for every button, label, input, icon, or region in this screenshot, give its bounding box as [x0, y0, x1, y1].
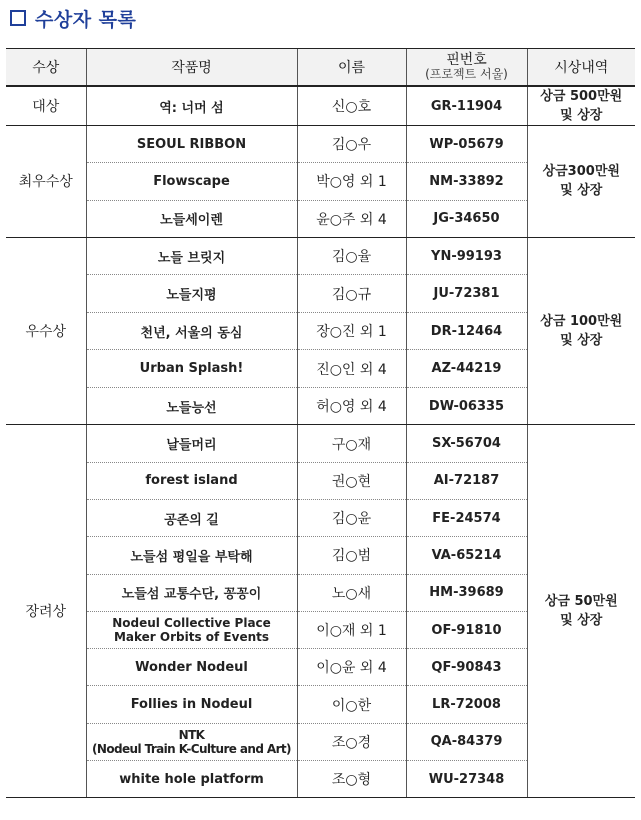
- prize-certificate: 및 상장: [560, 183, 603, 199]
- column-header-pin: [406, 49, 527, 87]
- prize-detail: [527, 425, 635, 798]
- page-title: 수상자 목록: [35, 8, 137, 31]
- column-header-pin-main: 핀번호: [446, 52, 487, 68]
- winner-name: 이○재 외 1: [297, 611, 406, 648]
- work-title: 노들섬 교통수단, 꽁꽁이: [86, 574, 297, 611]
- prize-detail: [527, 86, 635, 126]
- pin-number: LR-72008: [406, 686, 527, 723]
- pin-number: QA-84379: [406, 723, 527, 760]
- work-title-line1: Nodeul Collective Place: [112, 616, 271, 631]
- pin-number: JU-72381: [406, 275, 527, 313]
- winner-name: 박○영 외 1: [297, 163, 406, 200]
- pin-number: JG-34650: [406, 200, 527, 237]
- work-title: 노들능선: [86, 387, 297, 425]
- pin-number: NM-33892: [406, 163, 527, 200]
- winner-name: 신○호: [297, 86, 406, 126]
- table-row: [6, 237, 635, 275]
- prize-certificate: 및 상장: [560, 613, 603, 629]
- pin-number: DW-06335: [406, 387, 527, 425]
- winner-name: 김○윤: [297, 499, 406, 536]
- work-title: 노들 브릿지: [86, 237, 297, 275]
- pin-number: HM-39689: [406, 574, 527, 611]
- pin-number: VA-65214: [406, 537, 527, 574]
- award-category: 대상: [6, 86, 86, 126]
- work-title: Wonder Nodeul: [86, 649, 297, 686]
- pin-number: WU-27348: [406, 761, 527, 798]
- table-row: [6, 86, 635, 126]
- prize-detail: [527, 126, 635, 238]
- pin-number: OF-91810: [406, 611, 527, 648]
- winner-name: 허○영 외 4: [297, 387, 406, 425]
- work-title: [86, 723, 297, 760]
- winner-name: 구○재: [297, 425, 406, 462]
- work-title-line2: (Nodeul Train K-Culture and Art): [92, 741, 291, 756]
- pin-number: QF-90843: [406, 649, 527, 686]
- work-title: [86, 611, 297, 648]
- prize-certificate: 및 상장: [560, 108, 603, 123]
- winner-name: 조○경: [297, 723, 406, 760]
- work-title: 역: 너머 섬: [86, 86, 297, 126]
- table-header-row: [6, 49, 635, 87]
- column-header-award: 수상: [6, 49, 86, 87]
- winner-name: 진○인 외 4: [297, 350, 406, 388]
- work-title-line1: NTK: [178, 727, 205, 742]
- checkbox-square-icon: [10, 10, 26, 26]
- winner-name: 장○진 외 1: [297, 312, 406, 350]
- winner-name: 김○율: [297, 237, 406, 275]
- prize-amount: 상금300만원: [542, 164, 620, 180]
- awards-table: [6, 48, 635, 798]
- work-title: 노들섬 평일을 부탁해: [86, 537, 297, 574]
- column-header-pin-sub: (프로젝트 서울): [425, 67, 508, 81]
- prize-amount: 상금 50만원: [544, 594, 618, 610]
- work-title: 노들세이렌: [86, 200, 297, 237]
- work-title: forest island: [86, 462, 297, 499]
- winner-name: 권○현: [297, 462, 406, 499]
- pin-number: FE-24574: [406, 499, 527, 536]
- column-header-title: 작품명: [86, 49, 297, 87]
- pin-number: SX-56704: [406, 425, 527, 462]
- work-title: SEOUL RIBBON: [86, 126, 297, 163]
- table-body: [6, 86, 635, 798]
- work-title: Urban Splash!: [86, 350, 297, 388]
- work-title: 노들지평: [86, 275, 297, 313]
- award-category: 우수상: [6, 237, 86, 425]
- pin-number: YN-99193: [406, 237, 527, 275]
- winner-name: 조○형: [297, 761, 406, 798]
- column-header-name: 이름: [297, 49, 406, 87]
- pin-number: AI-72187: [406, 462, 527, 499]
- work-title: Follies in Nodeul: [86, 686, 297, 723]
- winner-name: 김○우: [297, 126, 406, 163]
- pin-number: AZ-44219: [406, 350, 527, 388]
- winner-name: 김○규: [297, 275, 406, 313]
- winner-name: 이○윤 외 4: [297, 649, 406, 686]
- pin-number: DR-12464: [406, 312, 527, 350]
- prize-detail: [527, 237, 635, 425]
- work-title: 천년, 서울의 동심: [86, 312, 297, 350]
- table-row: [6, 425, 635, 462]
- award-category: 최우수상: [6, 126, 86, 238]
- page-heading: [6, 4, 136, 32]
- winner-name: 이○한: [297, 686, 406, 723]
- prize-amount: 상금 100만원: [540, 314, 623, 330]
- prize-amount: 상금 500만원: [540, 89, 623, 104]
- winner-name: 노○새: [297, 574, 406, 611]
- work-title: 공존의 길: [86, 499, 297, 536]
- work-title: white hole platform: [86, 761, 297, 798]
- winner-name: 윤○주 외 4: [297, 200, 406, 237]
- column-header-prize: 시상내역: [527, 49, 635, 87]
- pin-number: GR-11904: [406, 86, 527, 126]
- prize-certificate: 및 상장: [560, 333, 603, 349]
- work-title-line2: Maker Orbits of Events: [113, 630, 270, 645]
- winner-name: 김○범: [297, 537, 406, 574]
- work-title: Flowscape: [86, 163, 297, 200]
- work-title: 날들머리: [86, 425, 297, 462]
- award-category: 장려상: [6, 425, 86, 798]
- pin-number: WP-05679: [406, 126, 527, 163]
- table-row: [6, 126, 635, 163]
